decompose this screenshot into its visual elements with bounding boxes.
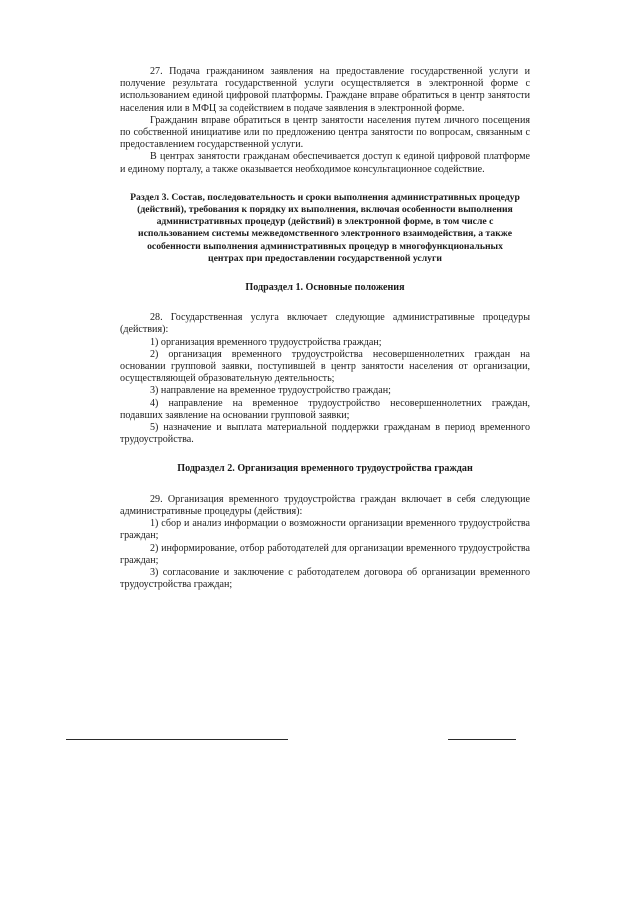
paragraph-29: 29. Организация временного трудоустройства граждан включает в себя следующие административные процедуры (действия): bbox=[120, 493, 530, 517]
subsection-1-title: Подраздел 1. Основные положения bbox=[245, 282, 405, 294]
document-body bbox=[120, 66, 530, 591]
section-3-title: Раздел 3. Состав, последовательность и сроки выполнения административных процедур (действий), требования к порядку их выполнения, включая особенности выполнения административных процедур (действий) в электронной форме, в том числе с использованием системы межведомственного электронного взаимодействия, а также особенности выполнения административных процедур в многофункциональных центрах при предоставлении государственной услуги bbox=[130, 191, 520, 264]
list-item: 1) сбор и анализ информации о возможности организации временного трудоустройства граждан; bbox=[120, 518, 530, 542]
list-item: 1) организация временного трудоустройства граждан; bbox=[150, 336, 382, 348]
footer-rule-right bbox=[448, 739, 516, 740]
paragraph-28: 28. Государственная услуга включает следующие административные процедуры (действия): bbox=[120, 312, 530, 336]
list-item: 2) организация временного трудоустройства несовершеннолетних граждан на основании групповой заявки, поступившей в центр занятости населения от организации, осуществляющей образовательную деятельность; bbox=[120, 348, 530, 385]
paragraph-27: 27. Подача гражданином заявления на предоставление государственной услуги и получение результата государственной услуги осуществляется в электронной форме с использованием единой цифровой платформы. Граждане вправе обратиться в центр занятости населения или в МФЦ за содействием в подаче заявления в электронной форме. bbox=[120, 66, 530, 114]
footer-rule-left bbox=[66, 739, 288, 740]
subsection-2-title: Подраздел 2. Организация временного трудоустройства граждан bbox=[177, 463, 473, 475]
paragraph-27-access: В центрах занятости гражданам обеспечивается доступ к единой цифровой платформе и единому порталу, а также оказывается необходимое консультационное содействие. bbox=[120, 151, 530, 175]
paragraph-27-personal-visit: Гражданин вправе обратиться в центр занятости населения путем личного посещения по собственной инициативе или по предложению центра занятости по вопросам, связанным с предоставлением государственной услуги. bbox=[120, 114, 530, 151]
list-item: 5) назначение и выплата материальной поддержки гражданам в период временного трудоустройства. bbox=[120, 422, 530, 446]
list-item: 3) согласование и заключение с работодателем договора об организации временного трудоустройства граждан; bbox=[120, 566, 530, 591]
list-item: 2) информирование, отбор работодателей для организации временного трудоустройства граждан; bbox=[120, 542, 530, 566]
list-item: 3) направление на временное трудоустройство граждан; bbox=[150, 385, 391, 397]
list-item: 4) направление на временное трудоустройство несовершеннолетних граждан, подавших заявление на основании групповой заявки; bbox=[120, 397, 530, 421]
